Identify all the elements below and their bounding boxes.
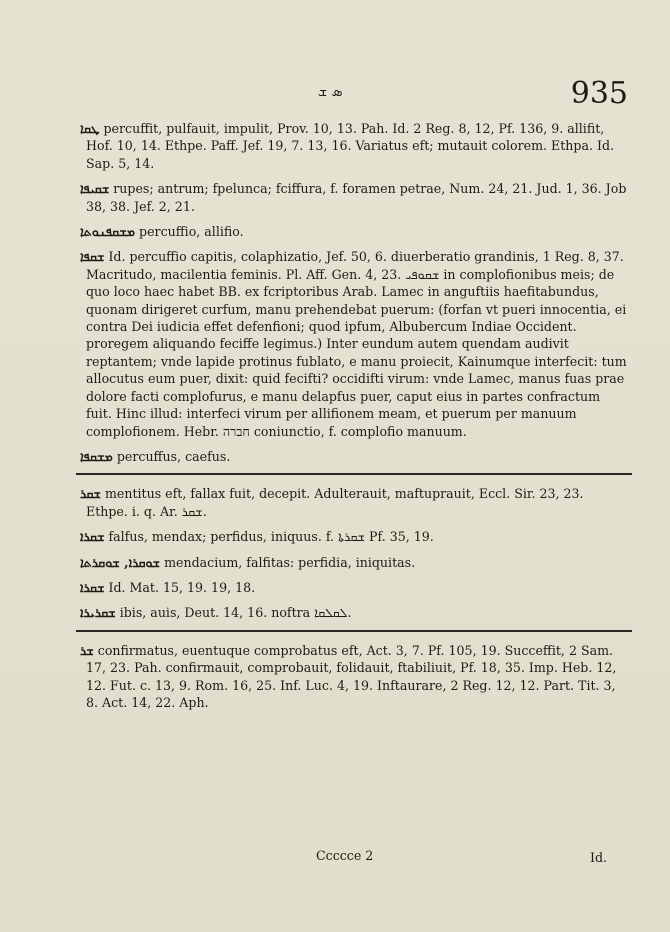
dictionary-entry <box>80 485 628 520</box>
dictionary-section <box>80 485 628 621</box>
entry-definition: Id. Mat. 15, 19. 19, 18. <box>108 579 256 595</box>
section-divider <box>76 473 632 475</box>
headword-syriac: ܫܩܦܐ <box>80 249 105 265</box>
dictionary-section <box>80 120 628 465</box>
entry-definition: confirmatus, euentuque comprobatus eft, Act. 3, 7. Pf. 105, 19. Succeffit, 2 Sam. 17, 23. Pah. confirmauit, comprobauit, folidauit, ftabiliuit, Pf. 18, 35. Imp. Heb. 12, 12. Fut. c. 13, 9. Rom. 16, 25. Inf. Luc. 4, 19. Inftaurare, 2 Reg. 12, 12. Part. Tit. 3, 8. Act. 14, 22. Aph. <box>86 642 617 710</box>
dictionary-entry <box>80 642 628 712</box>
entry-definition: Id. percuffio capitis, colaphizatio, Jef. 50, 6. diuerberatio grandinis, 1 Reg. 8, 37. Macritudo, macilentia feminis. Pl. Aff. Gen. 4, 23. ܫܩܘܦܝ in complofionibus meis; de quo loco haec habet BB. ex fcriptoribus Arab. Lamec in anguftiis haefitabundus, quonam dirigeret curfum, manu prehendebat puerum: (forfan vt pueri innocentia, ei contra Dei iudicia effet defenfioni; quod ipfum, Albubercum Indiae Occident. proregem aliquando feciffe legimus.) Inter eundum autem quendam audivit reptantem; vnde lapide protinus fublato, e manu proiecit, Kainumque interfecit: tum allocutus eum puer, dixit: quid fecifti? occidifti virum: vnde Lamec, manus fuas prae dolore facti complofurus, e manu delapfus puer, caput eius in partes confractum fuit. Hinc illud: interfeci virum per allifionem meam, et puerum per manuum complofionem. Hebr. חברה coniunctio, f. complofio manuum. <box>86 249 627 439</box>
page-header <box>0 78 670 114</box>
entry-definition: mendacium, falfitas: perfidia, iniquitas. <box>164 554 416 570</box>
section-divider <box>76 630 632 632</box>
dictionary-entry <box>80 223 628 240</box>
entry-definition: mentitus eft, fallax fuit, decepit. Adulterauit, maftuprauit, Eccl. Sir. 23, 23. Ethpe. i. q. Ar. ܫܩܪ. <box>86 486 584 519</box>
headword-syriac: ܫܩܪ <box>80 486 101 502</box>
running-letter: ܣ ܫ <box>318 84 343 100</box>
signature-mark: Ccccce 2 <box>316 848 374 863</box>
dictionary-content <box>80 120 628 719</box>
dictionary-entry <box>80 248 628 439</box>
page-number: 935 <box>570 76 628 111</box>
entry-definition: ibis, auis, Deut. 14, 16. noftra ܠܩܠܩܐ. <box>119 605 352 621</box>
headword-syriac: ܡܫܩܦܐ <box>80 448 113 464</box>
dictionary-entry <box>80 604 628 621</box>
dictionary-entry <box>80 448 628 465</box>
headword-syriac: ܫܪ <box>80 642 94 658</box>
entry-definition: falfus, mendax; perfidus, iniquus. f. ܫܩܪܬܐ Pf. 35, 19. <box>108 529 434 545</box>
dictionary-entry <box>80 180 628 215</box>
dictionary-entry <box>80 554 628 571</box>
entry-definition: percuffus, caefus. <box>116 448 231 464</box>
headword-syriac: ܫܘܩܪܐ, ܫܘܩܪܬܐ <box>80 554 161 570</box>
entry-definition: percuffit, pulfauit, impulit, Prov. 10, 13. Pah. Id. 2 Reg. 8, 12, Pf. 136, 9. allifit, Hof. 10, 14. Ethpe. Paff. Jef. 19, 7. 13, 16. Variatus eft; mutauit colorem. Ethpa. Id. Sap. 5, 14. <box>86 121 615 171</box>
dictionary-entry <box>80 579 628 596</box>
entry-definition: percuffio, allifio. <box>139 224 244 240</box>
entry-definition: rupes; antrum; fpelunca; fciffura, f. foramen petrae, Num. 24, 21. Jud. 1, 36. Job 38, 38. Jef. 2, 21. <box>86 181 627 214</box>
headword-syriac: ܫܩܪܐ <box>80 529 105 545</box>
dictionary-entry <box>80 528 628 545</box>
catchword: Id. <box>590 850 608 865</box>
headword-syriac: ܫܩܪܝܪܐ <box>80 605 116 621</box>
dictionary-entry <box>80 120 628 172</box>
headword-syriac: ܫܩܪܐ <box>80 579 105 595</box>
headword-syriac: ܫܩܝܦܐ <box>80 181 110 197</box>
headword-syriac: ܛܩܐ <box>80 121 100 136</box>
headword-syriac: ܡܫܩܦܢܘܬܐ <box>80 224 136 240</box>
dictionary-section <box>80 642 628 712</box>
